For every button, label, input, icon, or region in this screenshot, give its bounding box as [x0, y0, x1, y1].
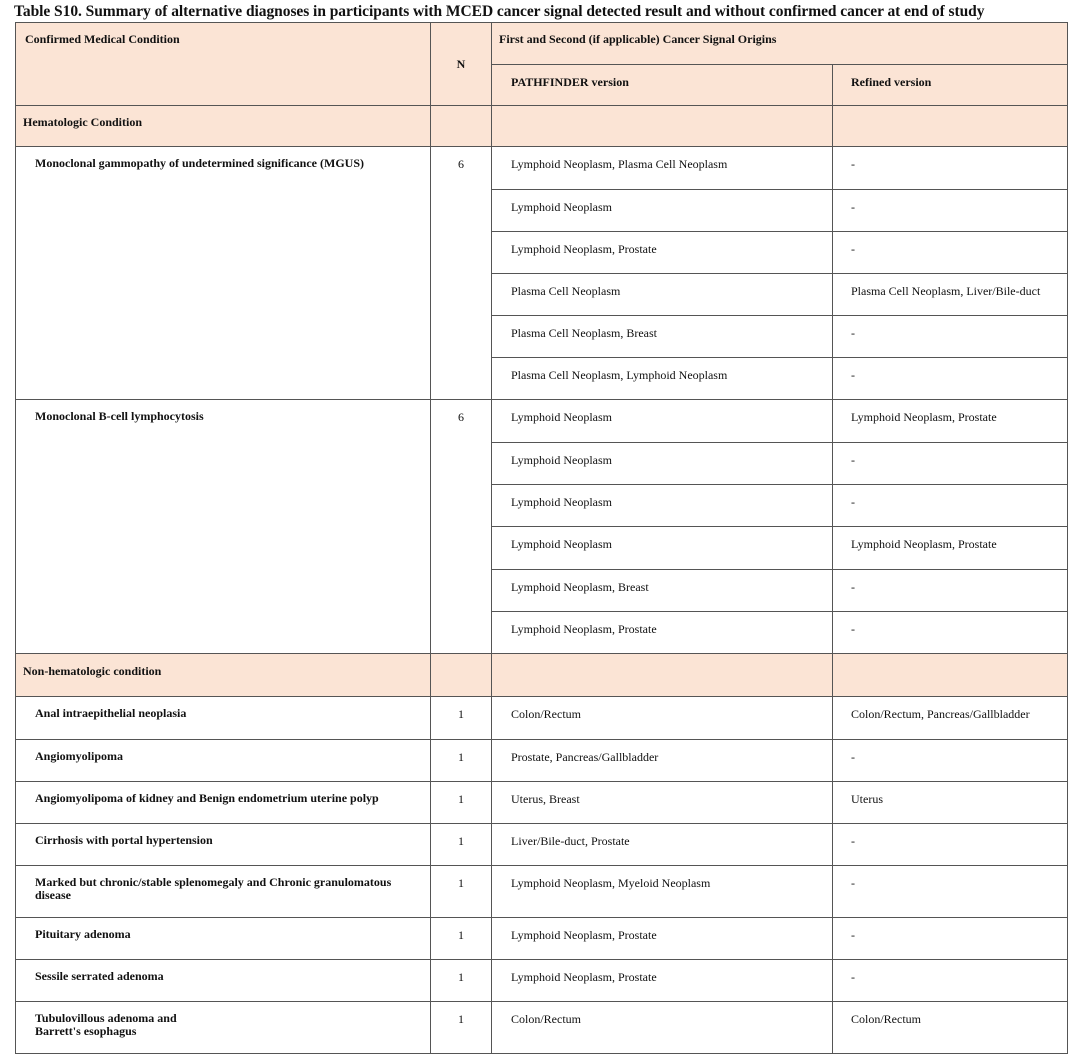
refined-cell: - — [833, 190, 1068, 232]
n-value: 1 — [431, 697, 492, 740]
table-title: Table S10. Summary of alternative diagnoses in participants with MCED cancer signal detected result and without confirmed cancer at end of study — [14, 3, 985, 20]
condition-line: Tubulovillous adenoma and — [35, 1011, 177, 1025]
condition-mgus: Monoclonal gammopathy of undetermined significance (MGUS) — [16, 147, 431, 400]
section-hematologic: Hematologic Condition — [16, 106, 431, 147]
condition-name: Angiomyolipoma — [16, 740, 431, 782]
pathfinder-cell: Lymphoid Neoplasm — [492, 190, 833, 232]
condition-name: Marked but chronic/stable splenomegaly and Chronic granulomatous disease — [16, 866, 431, 918]
condition-name: Angiomyolipoma of kidney and Benign endometrium uterine polyp — [16, 782, 431, 824]
refined-cell: Lymphoid Neoplasm, Prostate — [833, 400, 1068, 443]
condition-name — [16, 1002, 431, 1054]
refined-cell: - — [833, 443, 1068, 485]
n-value: 1 — [431, 740, 492, 782]
condition-line: Barrett's esophagus — [35, 1024, 137, 1038]
pathfinder-cell: Lymphoid Neoplasm, Prostate — [492, 960, 833, 1002]
pathfinder-cell: Lymphoid Neoplasm, Prostate — [492, 232, 833, 274]
section-cell — [833, 106, 1068, 147]
n-value: 1 — [431, 824, 492, 866]
pathfinder-cell: Lymphoid Neoplasm, Prostate — [492, 612, 833, 654]
pathfinder-cell: Lymphoid Neoplasm — [492, 485, 833, 527]
condition-name: Sessile serrated adenoma — [16, 960, 431, 1002]
n-value: 6 — [431, 147, 492, 400]
refined-cell: Colon/Rectum, Pancreas/Gallbladder — [833, 697, 1068, 740]
refined-cell: - — [833, 960, 1068, 1002]
refined-cell: - — [833, 570, 1068, 612]
section-cell — [492, 106, 833, 147]
section-cell — [431, 106, 492, 147]
n-value: 1 — [431, 866, 492, 918]
refined-cell: Uterus — [833, 782, 1068, 824]
refined-cell: - — [833, 866, 1068, 918]
pathfinder-cell: Lymphoid Neoplasm, Myeloid Neoplasm — [492, 866, 833, 918]
refined-cell: Plasma Cell Neoplasm, Liver/Bile-duct — [833, 274, 1068, 316]
refined-cell: - — [833, 918, 1068, 960]
condition-name: Anal intraepithelial neoplasia — [16, 697, 431, 740]
header-origins: First and Second (if applicable) Cancer Signal Origins — [492, 23, 1068, 65]
pathfinder-cell: Prostate, Pancreas/Gallbladder — [492, 740, 833, 782]
section-cell — [431, 654, 492, 697]
refined-cell: Colon/Rectum — [833, 1002, 1068, 1054]
pathfinder-cell: Plasma Cell Neoplasm — [492, 274, 833, 316]
n-value: 1 — [431, 782, 492, 824]
pathfinder-cell: Lymphoid Neoplasm, Breast — [492, 570, 833, 612]
refined-cell: - — [833, 485, 1068, 527]
pathfinder-cell: Colon/Rectum — [492, 1002, 833, 1054]
pathfinder-cell: Lymphoid Neoplasm — [492, 527, 833, 570]
condition-mbl: Monoclonal B-cell lymphocytosis — [16, 400, 431, 654]
header-refined: Refined version — [833, 65, 1068, 106]
refined-cell: - — [833, 824, 1068, 866]
pathfinder-cell: Lymphoid Neoplasm, Prostate — [492, 918, 833, 960]
refined-cell: - — [833, 740, 1068, 782]
refined-cell: - — [833, 358, 1068, 400]
header-condition: Confirmed Medical Condition — [16, 23, 431, 106]
section-cell — [492, 654, 833, 697]
n-value: 1 — [431, 918, 492, 960]
pathfinder-cell: Plasma Cell Neoplasm, Lymphoid Neoplasm — [492, 358, 833, 400]
pathfinder-cell: Colon/Rectum — [492, 697, 833, 740]
pathfinder-cell: Lymphoid Neoplasm — [492, 443, 833, 485]
pathfinder-cell: Lymphoid Neoplasm, Plasma Cell Neoplasm — [492, 147, 833, 190]
refined-cell: - — [833, 612, 1068, 654]
diagnoses-table — [15, 22, 1068, 1054]
n-value: 1 — [431, 1002, 492, 1054]
pathfinder-cell: Plasma Cell Neoplasm, Breast — [492, 316, 833, 358]
refined-cell: - — [833, 316, 1068, 358]
condition-name: Pituitary adenoma — [16, 918, 431, 960]
section-nonhematologic: Non-hematologic condition — [16, 654, 431, 697]
n-value: 6 — [431, 400, 492, 654]
header-pathfinder: PATHFINDER version — [492, 65, 833, 106]
refined-cell: - — [833, 232, 1068, 274]
refined-cell: - — [833, 147, 1068, 190]
pathfinder-cell: Liver/Bile-duct, Prostate — [492, 824, 833, 866]
pathfinder-cell: Lymphoid Neoplasm — [492, 400, 833, 443]
section-cell — [833, 654, 1068, 697]
pathfinder-cell: Uterus, Breast — [492, 782, 833, 824]
condition-name: Cirrhosis with portal hypertension — [16, 824, 431, 866]
n-value: 1 — [431, 960, 492, 1002]
refined-cell: Lymphoid Neoplasm, Prostate — [833, 527, 1068, 570]
header-n: N — [431, 23, 492, 106]
